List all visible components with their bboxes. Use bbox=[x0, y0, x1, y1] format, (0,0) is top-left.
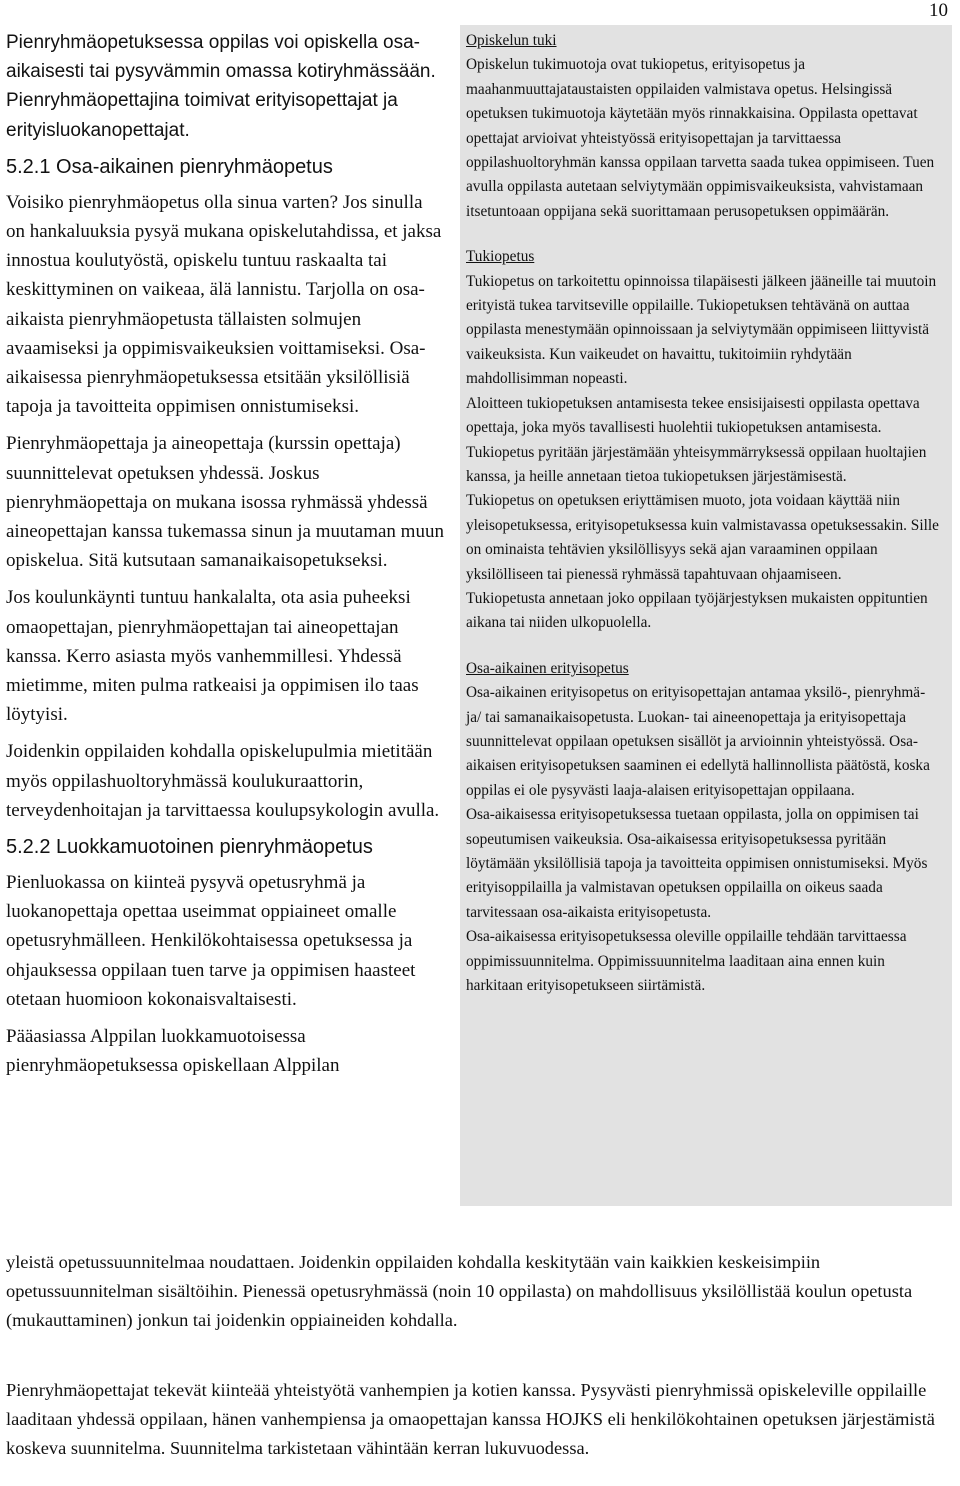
info-sidebar bbox=[460, 25, 952, 1206]
sidebar-text: Osa-aikaisessa erityisopetuksessa oleville oppilaille tehdään tarvittaessa oppimissuunnitelma. Oppimissuunnitelma laaditaan aina ennen kuin harkitaan erityisopetukseen siirtämistä. bbox=[466, 928, 907, 995]
paragraph-koulunkaynti: Jos koulunkäynti tuntuu hankalalta, ota asia puheeksi omaopettajan, pienryhmäopettajan tai aineopettajan kanssa. Kerro asiasta myös vanhemmillesi. Yhdessä mietimme, miten pulma ratkeaisi ja oppimisen ilo taas löytyisi. bbox=[6, 587, 419, 726]
paragraph-yhteistyo: Pienryhmäopettajat tekevät kiinteää yhteistyötä vanhempien ja kotien kanssa. Pysyvästi pienryhmissä opiskeleville oppilaille laaditaan yhdessä oppilaan, hänen vanhempiensa ja omaopettajan kanssa HOJKS eli henkilökohtainen opetuksen järjestämistä koskeva suunnitelma. Suunnitelma tarkistetaan vähintään kerran lukuvuodessa. bbox=[6, 1380, 935, 1459]
sidebar-text: Aloitteen tukiopetuksen antamisesta tekee ensisijaisesti oppilasta opettava opettaja, joka myös tavallisesti huolehtii tukiopetuksen antamisesta. Tukiopetus pyritään järjestämään yhteisymmärryksessä oppilaan huoltajien kanssa, ja heille annetaan tietoa tukiopetuksen järjestämisestä. bbox=[466, 394, 927, 485]
bottom-paragraph-2 bbox=[6, 1376, 950, 1464]
sidebar-text: Osa-aikaisessa erityisopetuksessa tuetaan oppilasta, jolla on oppimisen tai sopeutumisen vaikeuksia. Osa-aikaisessa erityisopetuksessa pyritään löytämään yksilöllisiä tapoja ja tavoitteita oppimisen onnistumiseksi. Myös erityisoppilailla ja valmistavan opetuksen oppilailla on oikeus saada tarvitessaan osa-aikaista erityisopetusta. bbox=[466, 806, 928, 921]
section-heading-5-2-2: 5.2.2 Luokkamuotoinen pienryhmäopetus bbox=[6, 836, 373, 859]
sidebar-text: Tukiopetusta annetaan joko oppilaan työjärjestyksen mukaisten oppituntien aikana tai niiden ulkopuolella. bbox=[466, 589, 928, 632]
bottom-paragraph-1 bbox=[6, 1248, 950, 1336]
sidebar-text: Osa-aikainen erityisopetus on erityisopettajan antamaa yksilö-, pienryhmä- ja/ tai samanaikaisopetusta. Luokan- tai aineenopettaja ja erityisopettaja suunnittelevat oppilaan opetuksen sisällöt ja arvioinnin yhteistyössä. Osa-aikaisen erityisopetuksen saaminen ei edellytä hallinnollista päätöstä, koska oppilas ei ole pysyvästi laaja-alaisen erityisopettajan oppilaana. bbox=[466, 684, 930, 799]
page-number: 10 bbox=[929, 0, 948, 21]
sidebar-title-opiskelun-tuki: Opiskelun tuki bbox=[466, 32, 557, 49]
sidebar-title-osa-aikainen-erityisopetus: Osa-aikainen erityisopetus bbox=[466, 659, 629, 677]
sidebar-text: Opiskelun tukimuotoja ovat tukiopetus, erityisopetus ja maahanmuuttajataustaisten oppilaiden valmistava opetus. Helsingissä opetuksen tukimuotoja käytetään myös rinnakkaisina. Oppilasta opettavat opettajat arvioivat yhteistyössä erityisopettajan ja tarvittaessa oppilashuoltoryhmän kanssa oppilaan tarvetta saada tukea oppimiseen. Tuen avulla oppilasta autetaan selviytymään oppimisvaikeuksista, vahvistamaan itsetuntoaan oppijana sekä suorittamaan perusopetuksen oppimäärän. bbox=[466, 56, 935, 220]
sidebar-section-opiskelun-tuki bbox=[466, 29, 944, 224]
paragraph-voisiko: Voisiko pienryhmäopetus olla sinua varten? Jos sinulla on hankaluuksia pysyä mukana opiskelutahdissa, et jaksa innostua koulutyöstä, opiskelu tuntuu raskaalta tai keskittyminen on vaikeaa, älä lannistu. Tarjolla on osa-aikaista pienryhmäopetusta tällaisten solmujen avaamiseksi ja oppimisvaikeuksien voittamiseksi. Osa-aikaisessa pienryhmäopetuksessa etsitään yksilöllisiä tapoja ja tavoitteita oppimisen onnistumiseksi. bbox=[6, 191, 442, 418]
sidebar-text: Tukiopetus on tarkoitettu opinnoissa tilapäisesti jälkeen jääneille tai muutoin erityistä tukea tarvitseville oppilaille. Tukiopetuksen tehtävänä on auttaa oppilasta menestymään opinnoissaan ja selviytymään oppimiseen liittyvistä vaikeuksista. Kun vaikeudet on havaittu, tukitoimiin ryhdytään mahdollisimman nopeasti. bbox=[466, 272, 937, 388]
section-heading-5-2-1: 5.2.1 Osa-aikainen pienryhmäopetus bbox=[6, 155, 333, 178]
paragraph-pienluokka: Pienluokassa on kiinteä pysyvä opetusryhmä ja luokanopettaja opettaa useimmat oppiaineet omalle opetusryhmälleen. Henkilökohtaisessa opetuksessa ja ohjauksessa oppilaan tuen tarve ja oppimisen haasteet otetaan huomioon kokonaisvaltaisesti. bbox=[6, 872, 416, 1010]
main-column bbox=[6, 28, 446, 1081]
paragraph-alppila: Pääasiassa Alppilan luokkamuotoisessa pienryhmäopetuksessa opiskellaan Alppilan bbox=[6, 1026, 340, 1077]
sidebar-section-osa-aikainen-erityisopetus bbox=[466, 657, 944, 999]
paragraph-continuation: yleistä opetussuunnitelmaa noudattaen. Joidenkin oppilaiden kohdalla keskitytään vain kaikkien keskeisimpiin opetussuunnitelman sisältöihin. Pienessä opetusryhmässä (noin 10 oppilasta) on mahdollisuus yksilöllistää koulun opetusta (mukauttaminen) jonkun tai joidenkin oppiaineiden kohdalla. bbox=[6, 1252, 913, 1331]
sidebar-title-tukiopetus: Tukiopetus bbox=[466, 248, 535, 266]
sidebar-section-tukiopetus bbox=[466, 245, 944, 636]
intro-paragraph: Pienryhmäopetuksessa oppilas voi opiskella osa-aikaisesti tai pysyvämmin omassa kotiryhmässään. Pienryhmäopettajina toimivat erityisopettajat ja erityisluokanopettajat. bbox=[6, 32, 436, 141]
paragraph-pienryhmaopettaja: Pienryhmäopettaja ja aineopettaja (kurssin opettaja) suunnittelevat opetuksen yhdessä. Joskus pienryhmäopettaja on mukana isossa ryhmässä yhdessä aineopettajan kanssa tukemassa sinun ja muutaman muun opiskelua. Sitä kutsutaan samanaikaisopetukseksi. bbox=[6, 433, 444, 572]
sidebar-text: Tukiopetus on opetuksen eriyttämisen muoto, jota voidaan käyttää niin yleisopetuksessa, erityisopetuksessa kuin valmistavassa opetuksessakin. Sille on ominaista tehtävien yksilöllisyys sekä ajan varaaminen oppilaan yksilölliseen tai pienessä ryhmässä tapahtuvaan ohjaamiseen. bbox=[466, 492, 939, 583]
paragraph-oppilashuolto: Joidenkin oppilaiden kohdalla opiskelupulmia mietitään myös oppilashuoltoryhmässä koulukuraattorin, terveydenhoitajan ja tarvittaessa koulupsykologin avulla. bbox=[6, 741, 440, 821]
